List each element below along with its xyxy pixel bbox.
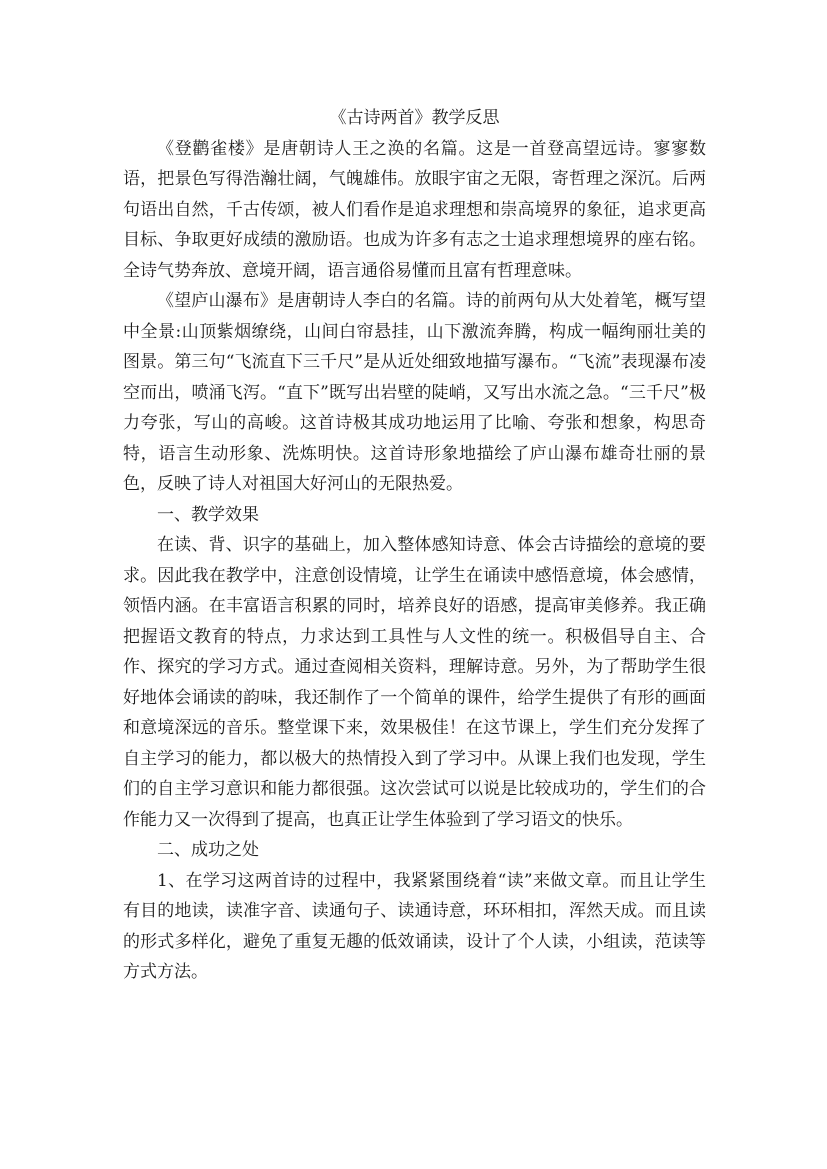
section-heading-successes: 二、成功之处 (157, 840, 259, 860)
document-body (123, 103, 706, 988)
paragraph-successes: 1、在学习这两首诗的过程中，我紧紧围绕着“读”来做文章。而且让学生有目的地读，读准字音、读通句子、读通诗意，环环相扣，浑然天成。而且读的形式多样化，避免了重复无趣的低效诵读，设计了个人读，小组读，范读等方式方法。 (123, 870, 706, 982)
document-title: 《古诗两首》教学反思 (329, 108, 500, 128)
paragraph-dengguanquelou: 《登鹳雀楼》是唐朝诗人王之涣的名篇。这是一首登高望远诗。寥寥数语，把景色写得浩瀚壮阔，气魄雄伟。放眼宇宙之无限，寄哲理之深沉。后两句语出自然，千古传颂，被人们看作是追求理想和崇高境界的象征，追求更高目标、争取更好成绩的激励语。也成为许多有志之士追求理想境界的座右铭。全诗气势奔放、意境开阔，语言通俗易懂而且富有哲理意味。 (123, 138, 706, 281)
paragraph-teaching-effect: 在读、背、识字的基础上，加入整体感知诗意、体会古诗描绘的意境的要求。因此我在教学中，注意创设情境，让学生在诵读中感悟意境，体会感情，领悟内涵。在丰富语言积累的同时，培养良好的语感，提高审美修养。我正确把握语文教育的特点，力求达到工具性与人文性的统一。积极倡导自主、合作、探究的学习方式。通过查阅相关资料，理解诗意。另外，为了帮助学生很好地体会诵读的韵味，我还制作了一个简单的课件，给学生提供了有形的画面和意境深远的音乐。整堂课下来，效果极佳！在这节课上，学生们充分发挥了自主学习的能力，都以极大的热情投入到了学习中。从课上我们也发现，学生们的自主学习意识和能力都很强。这次尝试可以说是比较成功的，学生们的合作能力又一次得到了提高，也真正让学生体验到了学习语文的快乐。 (123, 535, 706, 830)
paragraph-wanglushanpubu: 《望庐山瀑布》是唐朝诗人李白的名篇。诗的前两句从大处着笔，概写望中全景:山顶紫烟缭绕，山间白帘悬挂，山下激流奔腾，构成一幅绚丽壮美的图景。第三句“飞流直下三千尺”是从近处细致地描写瀑布。“飞流”表现瀑布凌空而出，喷涌飞泻。“直下”既写出岩壁的陡峭，又写出水流之急。“三千尺”极力夸张，写山的高峻。这首诗极其成功地运用了比喻、夸张和想象，构思奇特，语言生动形象、洗炼明快。这首诗形象地描绘了庐山瀑布雄奇壮丽的景色，反映了诗人对祖国大好河山的无限热爱。 (123, 291, 706, 494)
section-heading-teaching-effect: 一、教学效果 (157, 504, 259, 525)
